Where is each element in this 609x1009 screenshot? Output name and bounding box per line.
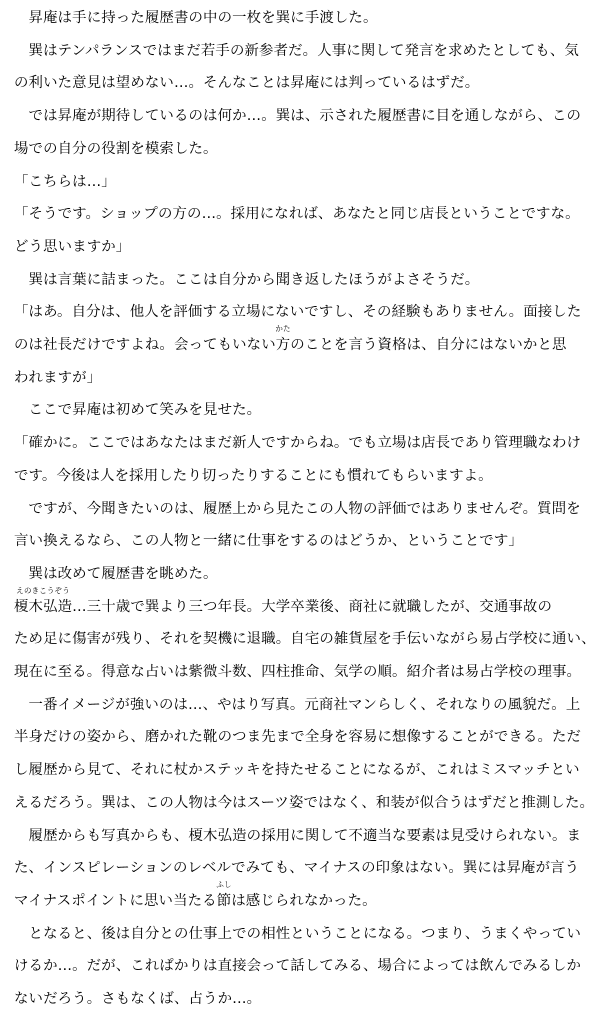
furigana-base-text: 方 bbox=[275, 337, 291, 353]
text-line: の利いた意見は望めない…。そんなことは昇庵には判っているはずだ。 bbox=[14, 75, 480, 92]
text-line: 「そうです。ショップの方の…。採用になれば、あなたと同じ店長ということですな。 bbox=[14, 206, 580, 223]
text-line: 場での自分の役割を模索した。 bbox=[14, 140, 218, 157]
text-segment: …三十歳で巽より三つ年長。大学卒業後、商社に就職したが、交通事故の bbox=[72, 598, 553, 615]
text-line: ないだろう。さもなくば、占うか…。 bbox=[14, 991, 262, 1007]
text-line: ここで昇庵は初めて笑みを見せた。 bbox=[14, 402, 262, 419]
text-line: し履歴から見て、それに杖かステッキを持たせることになるが、これはミスマッチとい bbox=[14, 762, 580, 779]
furigana-base bbox=[14, 585, 73, 617]
text-line: 「はあ。自分は、他人を評価する立場にないですし、その経験もありません。面接した bbox=[14, 304, 582, 321]
text-line: 言い換えるなら、この人物と一緒に仕事をするのはどうか、ということです」 bbox=[14, 533, 523, 550]
text-segment: のことを言う資格は、自分にはないかと思 bbox=[290, 337, 567, 353]
furigana-reading: えのきこうぞう bbox=[16, 585, 70, 595]
text-line: 「こちらは…」 bbox=[14, 173, 116, 190]
text-segment: のは社長だけですよね。会ってもいない bbox=[14, 337, 276, 353]
furigana-base bbox=[275, 324, 291, 355]
text-line bbox=[14, 324, 567, 355]
text-line: われますが」 bbox=[14, 369, 102, 386]
text-line: 巽は改めて履歴書を眺めた。 bbox=[14, 565, 218, 582]
text-line: です。今後は人を採用したり切ったりすることにも慣れてもらいますよ。 bbox=[14, 467, 493, 484]
text-line: 履歴からも写真からも、榎木弘造の採用に関して不適当な要素は見受けられない。ま bbox=[14, 827, 582, 844]
furigana-reading: かた bbox=[275, 324, 291, 333]
text-segment: は感じられなかった。 bbox=[231, 892, 377, 909]
text-line: 現在に至る。得意な占いは紫微斗数、四柱推命、気学の順。紹介者は易占学校の理事。 bbox=[14, 664, 582, 680]
text-segment: マイナスポイントに思い当たる bbox=[14, 892, 217, 909]
text-line: けるか…。だが、これぱかりは直接会って話してみる、場合によっては飲んでみるしか bbox=[14, 958, 582, 975]
text-line: えるだろう。巽は、この人物は今はスーツ姿ではなく、和装が似合うはずだと推測した。 bbox=[14, 794, 595, 811]
text-line: では昇庵が期待しているのは何か…。巽は、示された履歴書に目を通しながら、この bbox=[14, 108, 582, 125]
text-line: 昇庵は手に持った履歴書の中の一枚を巽に手渡した。 bbox=[14, 10, 378, 26]
text-line: 巽は言葉に詰まった。ここは自分から聞き返したほうがよさそうだ。 bbox=[14, 271, 480, 288]
text-line bbox=[14, 585, 553, 617]
text-line: 巽はテンパランスではまだ若手の新参者だ。人事に関して発言を求めたとしても、気 bbox=[14, 42, 579, 59]
text-line: 一番イメージが強いのは…、やはり写真。元商社マンらしく、それなりの風貌だ。上 bbox=[14, 696, 581, 713]
text-line bbox=[14, 879, 377, 911]
text-line: となると、後は自分との仕事上での相性ということになる。つまり、うまくやってい bbox=[14, 925, 582, 942]
furigana-reading: ふし bbox=[216, 879, 232, 889]
text-line: た、インスピレーションのレベルでみても、マイナスの印象はない。巽には昇庵が言う bbox=[14, 860, 580, 877]
text-line: どう思いますか」 bbox=[14, 238, 131, 255]
furigana-base-text: 榎木弘造 bbox=[14, 598, 73, 615]
text-line: ですが、今聞きたいのは、履歴上から見たこの人物の評価ではありませんぞ。質問を bbox=[14, 500, 581, 517]
furigana-base-text: 節 bbox=[216, 892, 232, 909]
text-line: ため足に傷害が残り、それを契機に退職。自宅の雑貨屋を手伝いながら易占学校に通い、 bbox=[14, 631, 596, 648]
text-line: 「確かに。ここではあなたはまだ新人ですからね。でも立場は店長であり管理職なわけ bbox=[14, 435, 582, 452]
furigana-base bbox=[216, 879, 232, 911]
text-line: 半身だけの姿から、磨かれた靴のつま先まで全身を容易に想像することができる。ただ bbox=[14, 729, 582, 746]
